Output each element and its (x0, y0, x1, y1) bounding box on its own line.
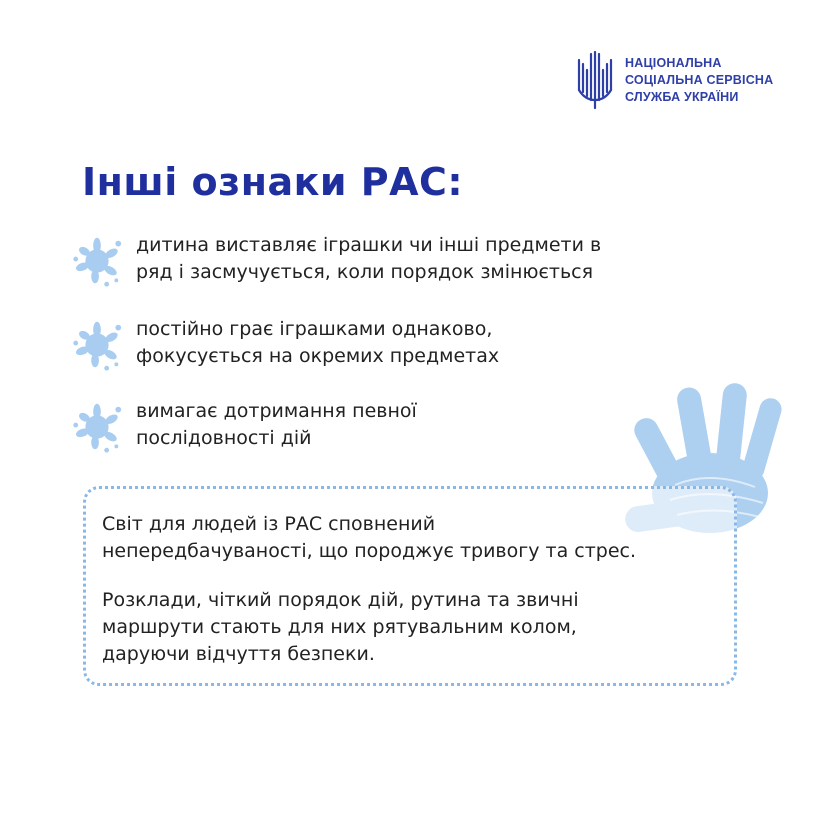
list-item (68, 232, 688, 292)
paint-splash-icon (68, 398, 126, 456)
trident-icon (575, 50, 615, 110)
list-item (68, 398, 688, 458)
list-item (68, 316, 688, 376)
list-item-text: постійно грає іграшками однаково, фокусується на окремих предметах (136, 318, 500, 367)
list-item-text: вимагає дотримання певної послідовності дій (136, 400, 417, 449)
list-item-text: дитина виставляє іграшки чи інші предмети в ряд і засмучується, коли порядок змінюється (136, 234, 602, 283)
logo (575, 50, 773, 110)
paint-splash-icon (68, 232, 126, 290)
logo-line-2: СОЦІАЛЬНА СЕРВІСНА (625, 72, 774, 87)
info-paragraph-2: Розклади, чіткий порядок дій, рутина та звичні маршрути стають для них рятувальним колом, даруючи відчуття безпеки. (102, 589, 579, 665)
page-title: Інші ознаки РАС: (82, 160, 464, 204)
paint-splash-icon (68, 316, 126, 374)
logo-line-1: НАЦІОНАЛЬНА (625, 55, 722, 70)
info-paragraph-1: Світ для людей із РАС сповнений непередбачуваності, що породжує тривогу та стрес. (102, 513, 637, 562)
info-box (83, 486, 737, 686)
logo-text (625, 55, 773, 106)
logo-line-3: СЛУЖБА УКРАЇНИ (625, 89, 739, 104)
